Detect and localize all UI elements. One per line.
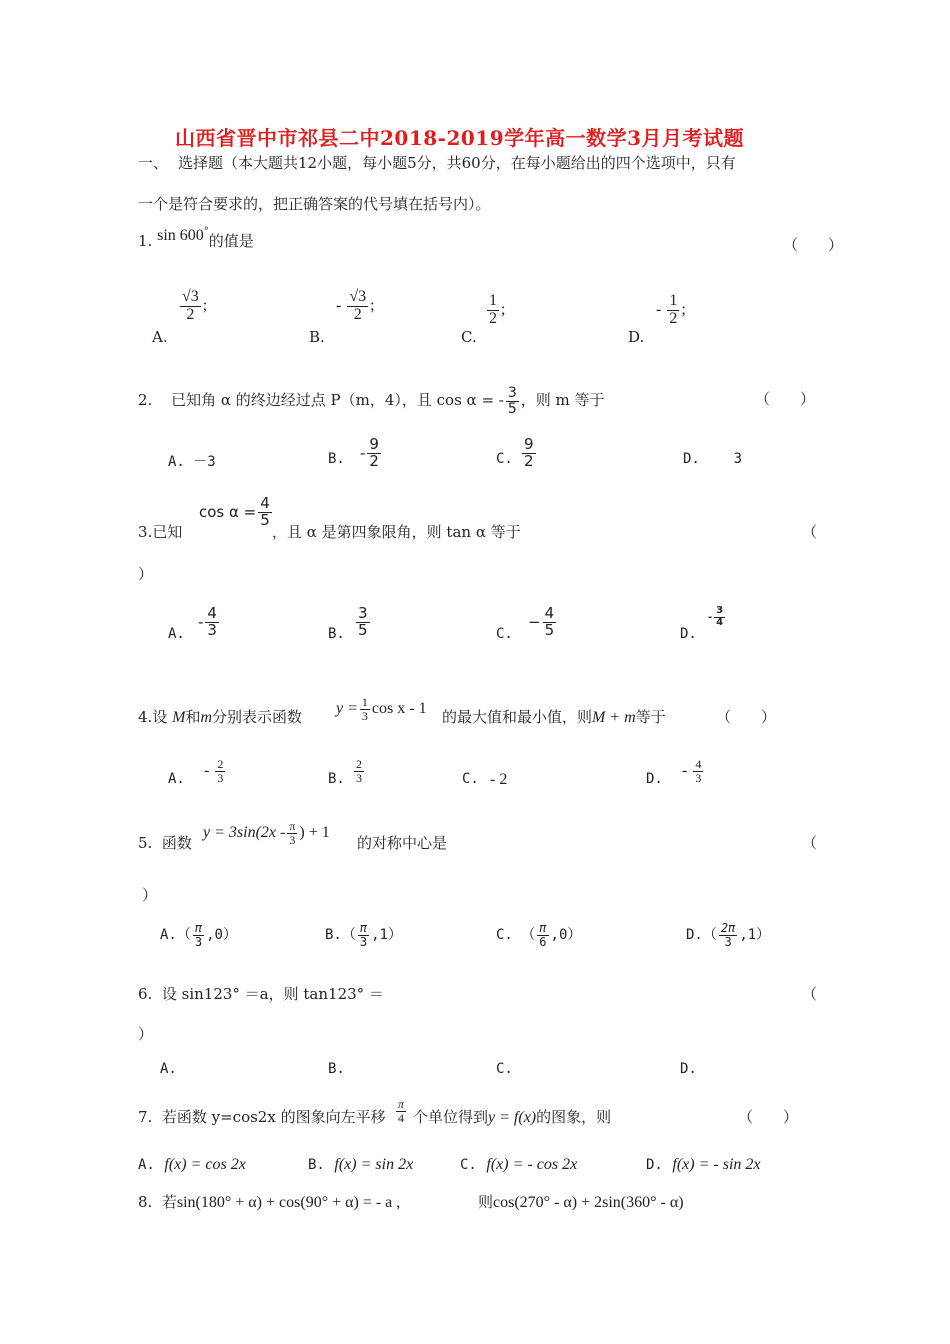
q3-option-c: − $\frac{4}{5}$ xyxy=(528,604,555,639)
q4-option-c-label: C. xyxy=(462,771,479,787)
answer-bracket-open: （ xyxy=(802,834,818,852)
question-number: 7. xyxy=(138,1108,153,1126)
q7-option-d: D. f(x) = - sin 2x xyxy=(646,1156,761,1173)
q5-option-c: C. （ $\frac{\pi}{6}$ ,0） xyxy=(496,921,582,949)
degree-sign: ° xyxy=(203,226,209,237)
q4-text-tail: 的最大值和最小值，则M + m等于 xyxy=(442,708,666,726)
page-title: 山西省晋中市祁县二中2018-2019学年高一数学3月月考试题 xyxy=(175,126,745,150)
q1-option-b-label: B. xyxy=(309,328,325,346)
q4-option-a-label: A. xyxy=(168,771,185,787)
answer-bracket: （ ） xyxy=(716,708,777,726)
question-7: 7. 若函数 y=cos2x 的图象向左平移 xyxy=(138,1108,386,1126)
q1-option-a-label: A. xyxy=(152,328,168,346)
q6-option-c-label: C. xyxy=(496,1061,513,1077)
q6-text: 设 sin123° ＝a，则 tan123° ＝ xyxy=(161,985,384,1003)
q3-condition: cos α = $\frac{4}{5}$ xyxy=(199,494,270,529)
q4-option-c: - 2 xyxy=(490,771,508,788)
question-number: 5. xyxy=(138,834,153,852)
q8-given: sin(180° + α) + cos(90° + α) = - a , xyxy=(176,1194,401,1211)
question-8: 8. 若sin(180° + α) + cos(90° + α) = - a , xyxy=(138,1193,401,1211)
q2-option-b: - $\frac{9}{2}$ xyxy=(360,435,379,470)
q2-option-a: A. －3 xyxy=(168,454,216,470)
q1-expression: sin 600 xyxy=(157,227,204,244)
q3-option-b: $\frac{3}{5}$ xyxy=(358,604,368,639)
q6-option-d-label: D. xyxy=(680,1061,697,1077)
question-4: 4.设 M和m分别表示函数 xyxy=(138,708,303,726)
q7-option-a: A. f(x) = cos 2x xyxy=(138,1156,246,1173)
q7-option-c: C. f(x) = - cos 2x xyxy=(460,1156,578,1173)
q6-option-b-label: B. xyxy=(328,1061,345,1077)
answer-bracket: （ ） xyxy=(783,236,844,254)
question-number: 3. xyxy=(138,523,153,541)
q3-option-b-label: B. xyxy=(328,626,345,642)
q1-option-d: - $\frac{1}{2}$ ; xyxy=(656,292,686,327)
q4-option-b: $\frac{2}{3}$ xyxy=(356,757,362,785)
q2-text: 已知角 α 的终边经过点 P（m，4），且 cos α = - xyxy=(171,391,504,410)
q2-option-b-label: B. xyxy=(328,451,345,467)
q1-option-c: $\frac{1}{2}$ ; xyxy=(489,292,506,327)
q7-shift: $\frac{\pi}{4}$ xyxy=(398,1097,405,1125)
q4-option-a: - $\frac{2}{3}$ xyxy=(204,757,224,785)
section-instructions-line2: 一个是符合要求的，把正确答案的代号填在括号内）。 xyxy=(138,195,491,213)
question-2: 2. 已知角 α 的终边经过点 P（m，4），且 cos α = - $\frac{3}{5}$ ，则 m 等于 xyxy=(138,385,605,417)
question-number: 8. xyxy=(138,1193,153,1211)
q3-text-tail: ，且 α 是第四象限角，则 tan α 等于 xyxy=(272,523,521,541)
q3-option-a-label: A. xyxy=(168,626,185,642)
answer-bracket-open: （ xyxy=(802,985,818,1003)
question-number: 6. xyxy=(138,985,153,1003)
answer-bracket-close: ） xyxy=(138,565,154,583)
q3-option-c-label: C. xyxy=(496,626,513,642)
question-number: 1. xyxy=(138,232,153,250)
q1-option-c-label: C. xyxy=(461,328,477,346)
q3-option-d: - $\frac{3}{4}$ xyxy=(708,605,724,628)
q2-option-c: $\frac{9}{2}$ xyxy=(524,435,534,470)
q7-option-b: B. f(x) = sin 2x xyxy=(308,1156,414,1173)
q3-text: 已知 xyxy=(152,523,183,541)
q1-option-a: $\frac{√3}{2}$ ; xyxy=(182,288,208,323)
q8-target: 则cos(270° - α) + 2sin(360° - α) xyxy=(478,1193,684,1211)
answer-bracket-close: ） xyxy=(142,886,158,904)
q2-option-c-label: C. xyxy=(496,451,513,467)
answer-bracket: （ ） xyxy=(755,390,816,408)
question-5: 5. 函数 xyxy=(138,834,192,852)
q2-text-tail: ，则 m 等于 xyxy=(520,391,605,410)
question-3 xyxy=(138,521,182,542)
q1-option-b: - $\frac{√3}{2}$ ; xyxy=(336,288,375,323)
answer-bracket-open: （ xyxy=(802,523,818,541)
question-number: 2. xyxy=(138,391,153,410)
question-number: 4. xyxy=(138,708,153,726)
q5-function: y = 3sin(2x - $\frac{\pi}{3}$ ) + 1 xyxy=(203,819,330,847)
answer-bracket: （ ） xyxy=(738,1108,799,1126)
q5-option-d: D.（ $\frac{2\pi}{3}$ ,1） xyxy=(686,921,771,949)
question-6 xyxy=(138,983,384,1004)
q1-text: 的值是 xyxy=(208,232,254,250)
q5-text-tail: 的对称中心是 xyxy=(357,834,448,852)
q3-option-d-label: D. xyxy=(680,626,697,642)
q6-option-a-label: A. xyxy=(160,1061,177,1077)
q7-text-tail: 个单位得到y = f(x)的图象，则 xyxy=(413,1108,612,1126)
q4-function: y = $\frac{1}{3}$ cos x - 1 xyxy=(336,695,427,723)
q3-option-a: - $\frac{4}{3}$ xyxy=(198,604,217,639)
q1-option-d-label: D. xyxy=(628,328,645,346)
answer-bracket-close: ） xyxy=(138,1025,154,1043)
q4-option-b-label: B. xyxy=(328,771,345,787)
q5-option-a: A.（ $\frac{\pi}{3}$ ,0） xyxy=(160,921,237,949)
q4-option-d: - $\frac{4}{3}$ xyxy=(682,757,702,785)
section-instructions-line1: 选择题（本大题共12小题，每小题5分，共60分，在每小题给出的四个选项中，只有 xyxy=(178,154,736,172)
section-number: 一、 xyxy=(138,154,169,172)
question-1 xyxy=(138,226,254,251)
q2-option-d: D. 3 xyxy=(683,451,743,467)
q5-option-b: B.（ $\frac{\pi}{3}$ ,1） xyxy=(325,921,402,949)
q4-option-d-label: D. xyxy=(646,771,663,787)
